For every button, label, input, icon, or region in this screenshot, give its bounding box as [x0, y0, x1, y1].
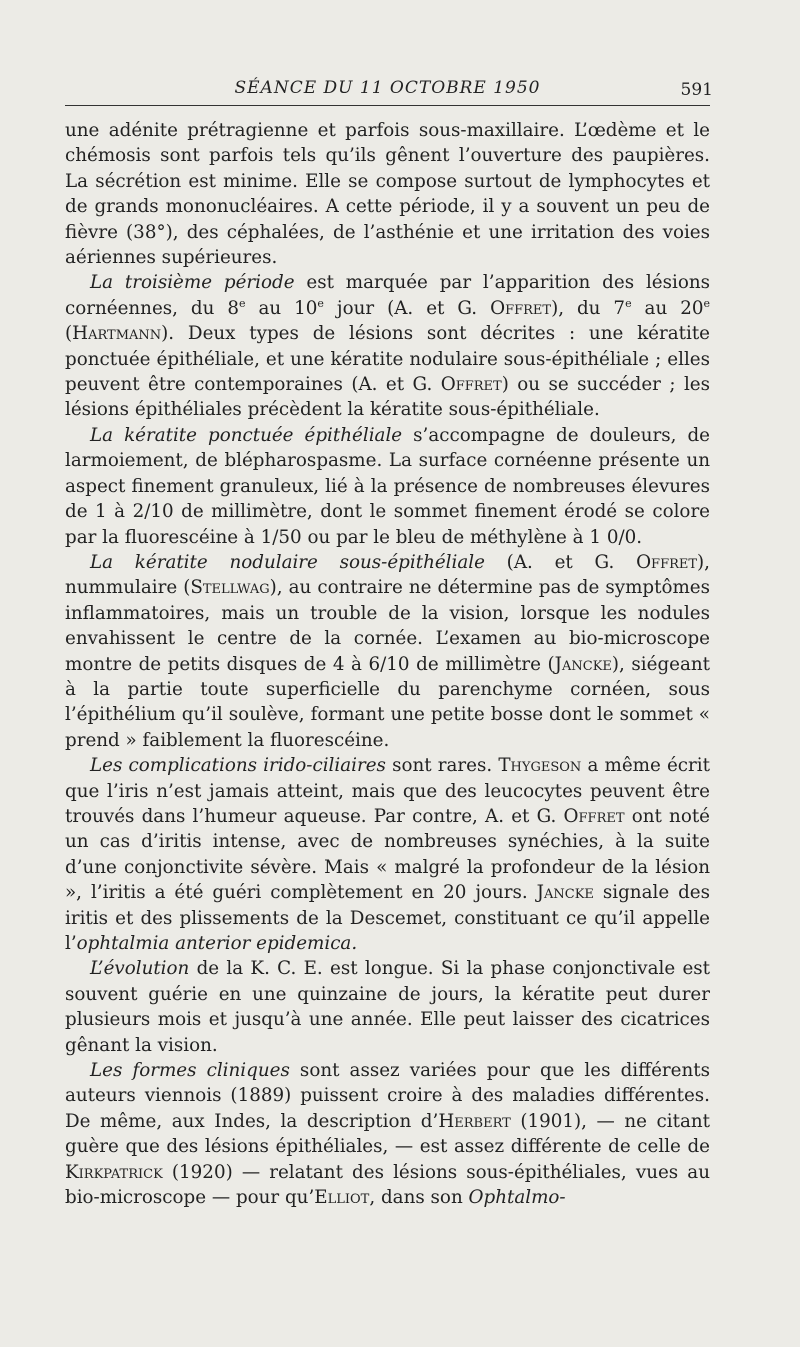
text-run: (1901), — ne citant guère que des lésions épithéliales, — est assez différente de celle de [65, 1110, 710, 1158]
running-header-title: SÉANCE DU 11 OCTOBRE 1950 [234, 78, 541, 98]
text-run: sont assez variées pour que les différents auteurs viennois (1889) puissent croire à des maladies différentes. De même, aux Indes, la description d’ [65, 1060, 710, 1132]
text-run: , dans son [369, 1187, 469, 1209]
text-run: ), au contraire ne détermine pas de symptômes inflammatoires, mais un trouble de la vision, lorsque les nodules envahissent le centre de la cornée. L’examen au bio-microscope montre de petits disques de 4 à 6/10 de millimètre ( [65, 577, 710, 675]
italic-run: L’évolution [90, 958, 190, 980]
ordinal-suffix: e [703, 296, 710, 310]
text-run: a même écrit que l’iris n’est jamais atteint, mais que des leucocytes peuvent être trouvés dans l’humeur aqueuse. Par contre, A. et G. [65, 755, 710, 827]
italic-run: La troisième période [90, 272, 295, 294]
author-name: Offret [636, 551, 698, 573]
italic-run: La kératite ponctuée épithéliale [90, 424, 403, 446]
text-run: ) ou se succéder ; les lésions épithéliales précèdent la kératite sous-épithéliale. [65, 374, 710, 421]
text-run: (1920) — relatant des lésions sous-épithéliales, vues au bio-microscope — pour qu’ [65, 1161, 710, 1209]
text-run: au 10 [245, 297, 318, 319]
text-run: ont noté un cas d’iritis intense, avec de nombreuses synéchies, à la suite d’une conjonctivite sévère. Mais « malgré la profondeur de la lésion », l’iritis a été guéri complètement en 20 jours. [65, 805, 710, 904]
paragraph [65, 956, 710, 1058]
ordinal-suffix: e [239, 296, 246, 310]
author-name: Kirkpatrick [65, 1161, 163, 1183]
text-run: ). Deux types de lésions sont décrites : une kératite ponctuée épithéliale, et une kératite nodulaire sous-épithéliale ; elles peuvent être contemporaines (A. et G. [65, 323, 710, 396]
author-name: Offret [490, 297, 552, 319]
text-run: de la K. C. E. est longue. Si la phase conjonctivale est souvent guérie en une quinzaine de jours, la kératite peut durer plusieurs mois et jusqu’à une année. Elle peut laisser des cicatrices gênant la vision. [65, 958, 710, 1056]
italic-run: La kératite nodulaire sous-épithéliale [90, 551, 485, 573]
text-run: sont rares. [385, 755, 499, 777]
author-name: Offret [440, 374, 502, 396]
author-name: Offret [563, 805, 625, 827]
ordinal-suffix: e [317, 296, 324, 310]
text-run: une adénite prétragienne et parfois sous-maxillaire. L’œdème et le chémosis sont parfois tels qu’ils gênent l’ouverture des paupières. La sécrétion est minime. Elle se compose surtout de lymphocytes et de grands mononucléaires. A cette période, il y a souvent un peu de fièvre (38°), des céphalées, de l’asthénie et une irritation des voies aériennes supérieures. [65, 120, 710, 269]
text-run: jour (A. et G. [323, 297, 491, 319]
italic-run: ophtalmia anterior epidemica. [76, 933, 358, 954]
text-run: ( [65, 323, 73, 345]
text-run: (A. et G. [484, 551, 637, 573]
text-run: ), siégeant à la partie toute superficielle du parenchyme cornéen, sous l’épithélium qu’il soulève, formant une petite bosse dont le sommet « prend » faiblement la fluorescéine. [65, 653, 710, 751]
text-run: ), nummulaire ( [65, 551, 710, 599]
text-run: est marquée par l’apparition des lésions cornéennes, du 8 [65, 272, 710, 319]
body-text [65, 118, 710, 1210]
text-run: ), du 7 [551, 297, 626, 319]
paragraph [65, 753, 710, 956]
italic-run: Ophtalmo- [468, 1187, 566, 1209]
author-name: Thygeson [498, 755, 582, 777]
paragraph [65, 270, 710, 422]
text-run: au 20 [631, 297, 704, 319]
paragraph [65, 423, 710, 550]
header-rule [65, 105, 710, 106]
ordinal-suffix: e [625, 296, 632, 310]
author-name: Hartmann [72, 323, 162, 345]
italic-run: Les complications irido-ciliaires [90, 755, 386, 777]
paragraph [65, 118, 710, 270]
author-name: Stellwag [190, 577, 270, 599]
author-name: Herbert [438, 1110, 511, 1132]
author-name: Jancke [554, 653, 612, 675]
running-header [65, 78, 713, 102]
author-name: Jancke [536, 882, 594, 904]
text-run: s’accompagne de douleurs, de larmoiement, de blépharospasme. La surface cornéenne présente un aspect finement granuleux, lié à la présence de nombreuses élevures de 1 à 2/10 de millimètre, dont le sommet finement érodé se colore par la fluorescéine à 1/50 ou par le bleu de méthylène à 1 0/0. [65, 424, 710, 548]
italic-run: Les formes cliniques [90, 1060, 290, 1082]
author-name: Elliot [314, 1187, 370, 1209]
paragraph [65, 550, 710, 753]
page-number: 591 [680, 80, 713, 100]
text-run: signale des iritis et des plissements de la Descemet, constituant ce qu’il appelle l’ [65, 882, 710, 954]
paragraph [65, 1058, 710, 1210]
